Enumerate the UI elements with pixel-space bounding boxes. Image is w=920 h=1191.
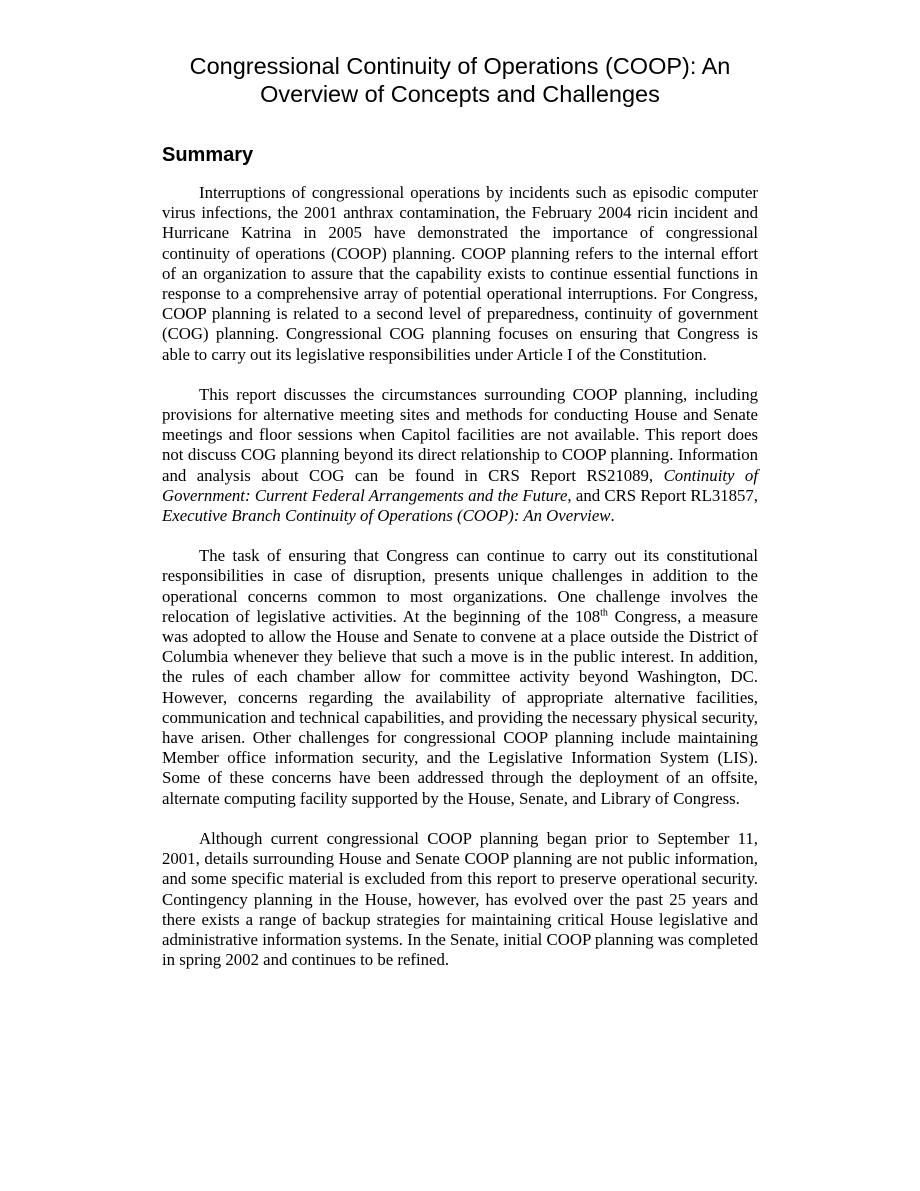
paragraph-2-text-c: . bbox=[610, 506, 615, 526]
summary-paragraph-3 bbox=[162, 546, 758, 809]
paragraph-2-text-a: This report discusses the circumstances surrounding COOP planning, including provisions for alternative meeting sites and methods for conducting House and Senate meetings and floor sessions when Capitol facilities are not available. This report does not discuss COG planning beyond its direct relationship to COOP planning. Information and analysis about COG can be found in CRS Report RS21089, bbox=[162, 384, 758, 485]
document-title-line-2: Overview of Concepts and Challenges bbox=[260, 81, 660, 107]
paragraph-3-text-a: The task of ensuring that Congress can continue to carry out its constitutional responsibilities in case of disruption, presents unique challenges in addition to the operational concerns common to most organizations. One challenge involves the relocation of legislative activities. At the beginning of the 108 bbox=[162, 546, 758, 626]
crs-report-title-rl31857: Executive Branch Continuity of Operations (COOP): An Overview bbox=[162, 506, 611, 526]
summary-paragraph-2 bbox=[162, 385, 758, 526]
ordinal-superscript: th bbox=[600, 607, 608, 619]
summary-paragraph-1: Interruptions of congressional operations by incidents such as episodic computer virus infections, the 2001 anthrax contamination, the February 2004 ricin incident and Hurricane Katrina in 2005 have demonstrated the importance of congressional continuity of operations (COOP) planning. COOP planning refers to the internal effort of an organization to assure that the capability exists to continue essential functions in response to a comprehensive array of potential operational interruptions. For Congress, COOP planning is related to a second level of preparedness, continuity of government (COG) planning. Congressional COG planning focuses on ensuring that Congress is able to carry out its legislative responsibilities under Article I of the Constitution. bbox=[162, 183, 758, 364]
crs-report-title-rs21089: Continuity of Government: Current Federal Arrangements and the Future bbox=[162, 465, 758, 505]
summary-paragraph-4: Although current congressional COOP planning began prior to September 11, 2001, details surrounding House and Senate COOP planning are not public information, and some specific material is excluded from this report to preserve operational security. Contingency planning in the House, however, has evolved over the past 25 years and there exists a range of backup strategies for maintaining critical House legislative and administrative information systems. In the Senate, initial COOP planning was completed in spring 2002 and continues to be refined. bbox=[162, 828, 758, 970]
summary-heading: Summary bbox=[162, 144, 254, 166]
paragraph-3-text-b: Congress, a measure was adopted to allow the House and Senate to convene at a place outside the District of Columbia whenever they believe that such a move is in the public interest. In addition, the rules of each chamber allow for committee activity beyond Washington, DC. However, concerns regarding the availability of appropriate alternative facilities, communication and technical capabilities, and providing the necessary physical security, have arisen. Other challenges for congressional COOP planning include maintaining Member office information security, and the Legislative Information System (LIS). Some of these concerns have been addressed through the deployment of an offsite, alternate computing facility supported by the House, Senate, and Library of Congress. bbox=[162, 606, 758, 808]
document-title-line-1: Congressional Continuity of Operations (COOP): An bbox=[189, 53, 731, 79]
paragraph-2-text-b: , and CRS Report RL31857, bbox=[567, 485, 758, 505]
document-title bbox=[162, 52, 758, 108]
document-page bbox=[162, 52, 758, 970]
